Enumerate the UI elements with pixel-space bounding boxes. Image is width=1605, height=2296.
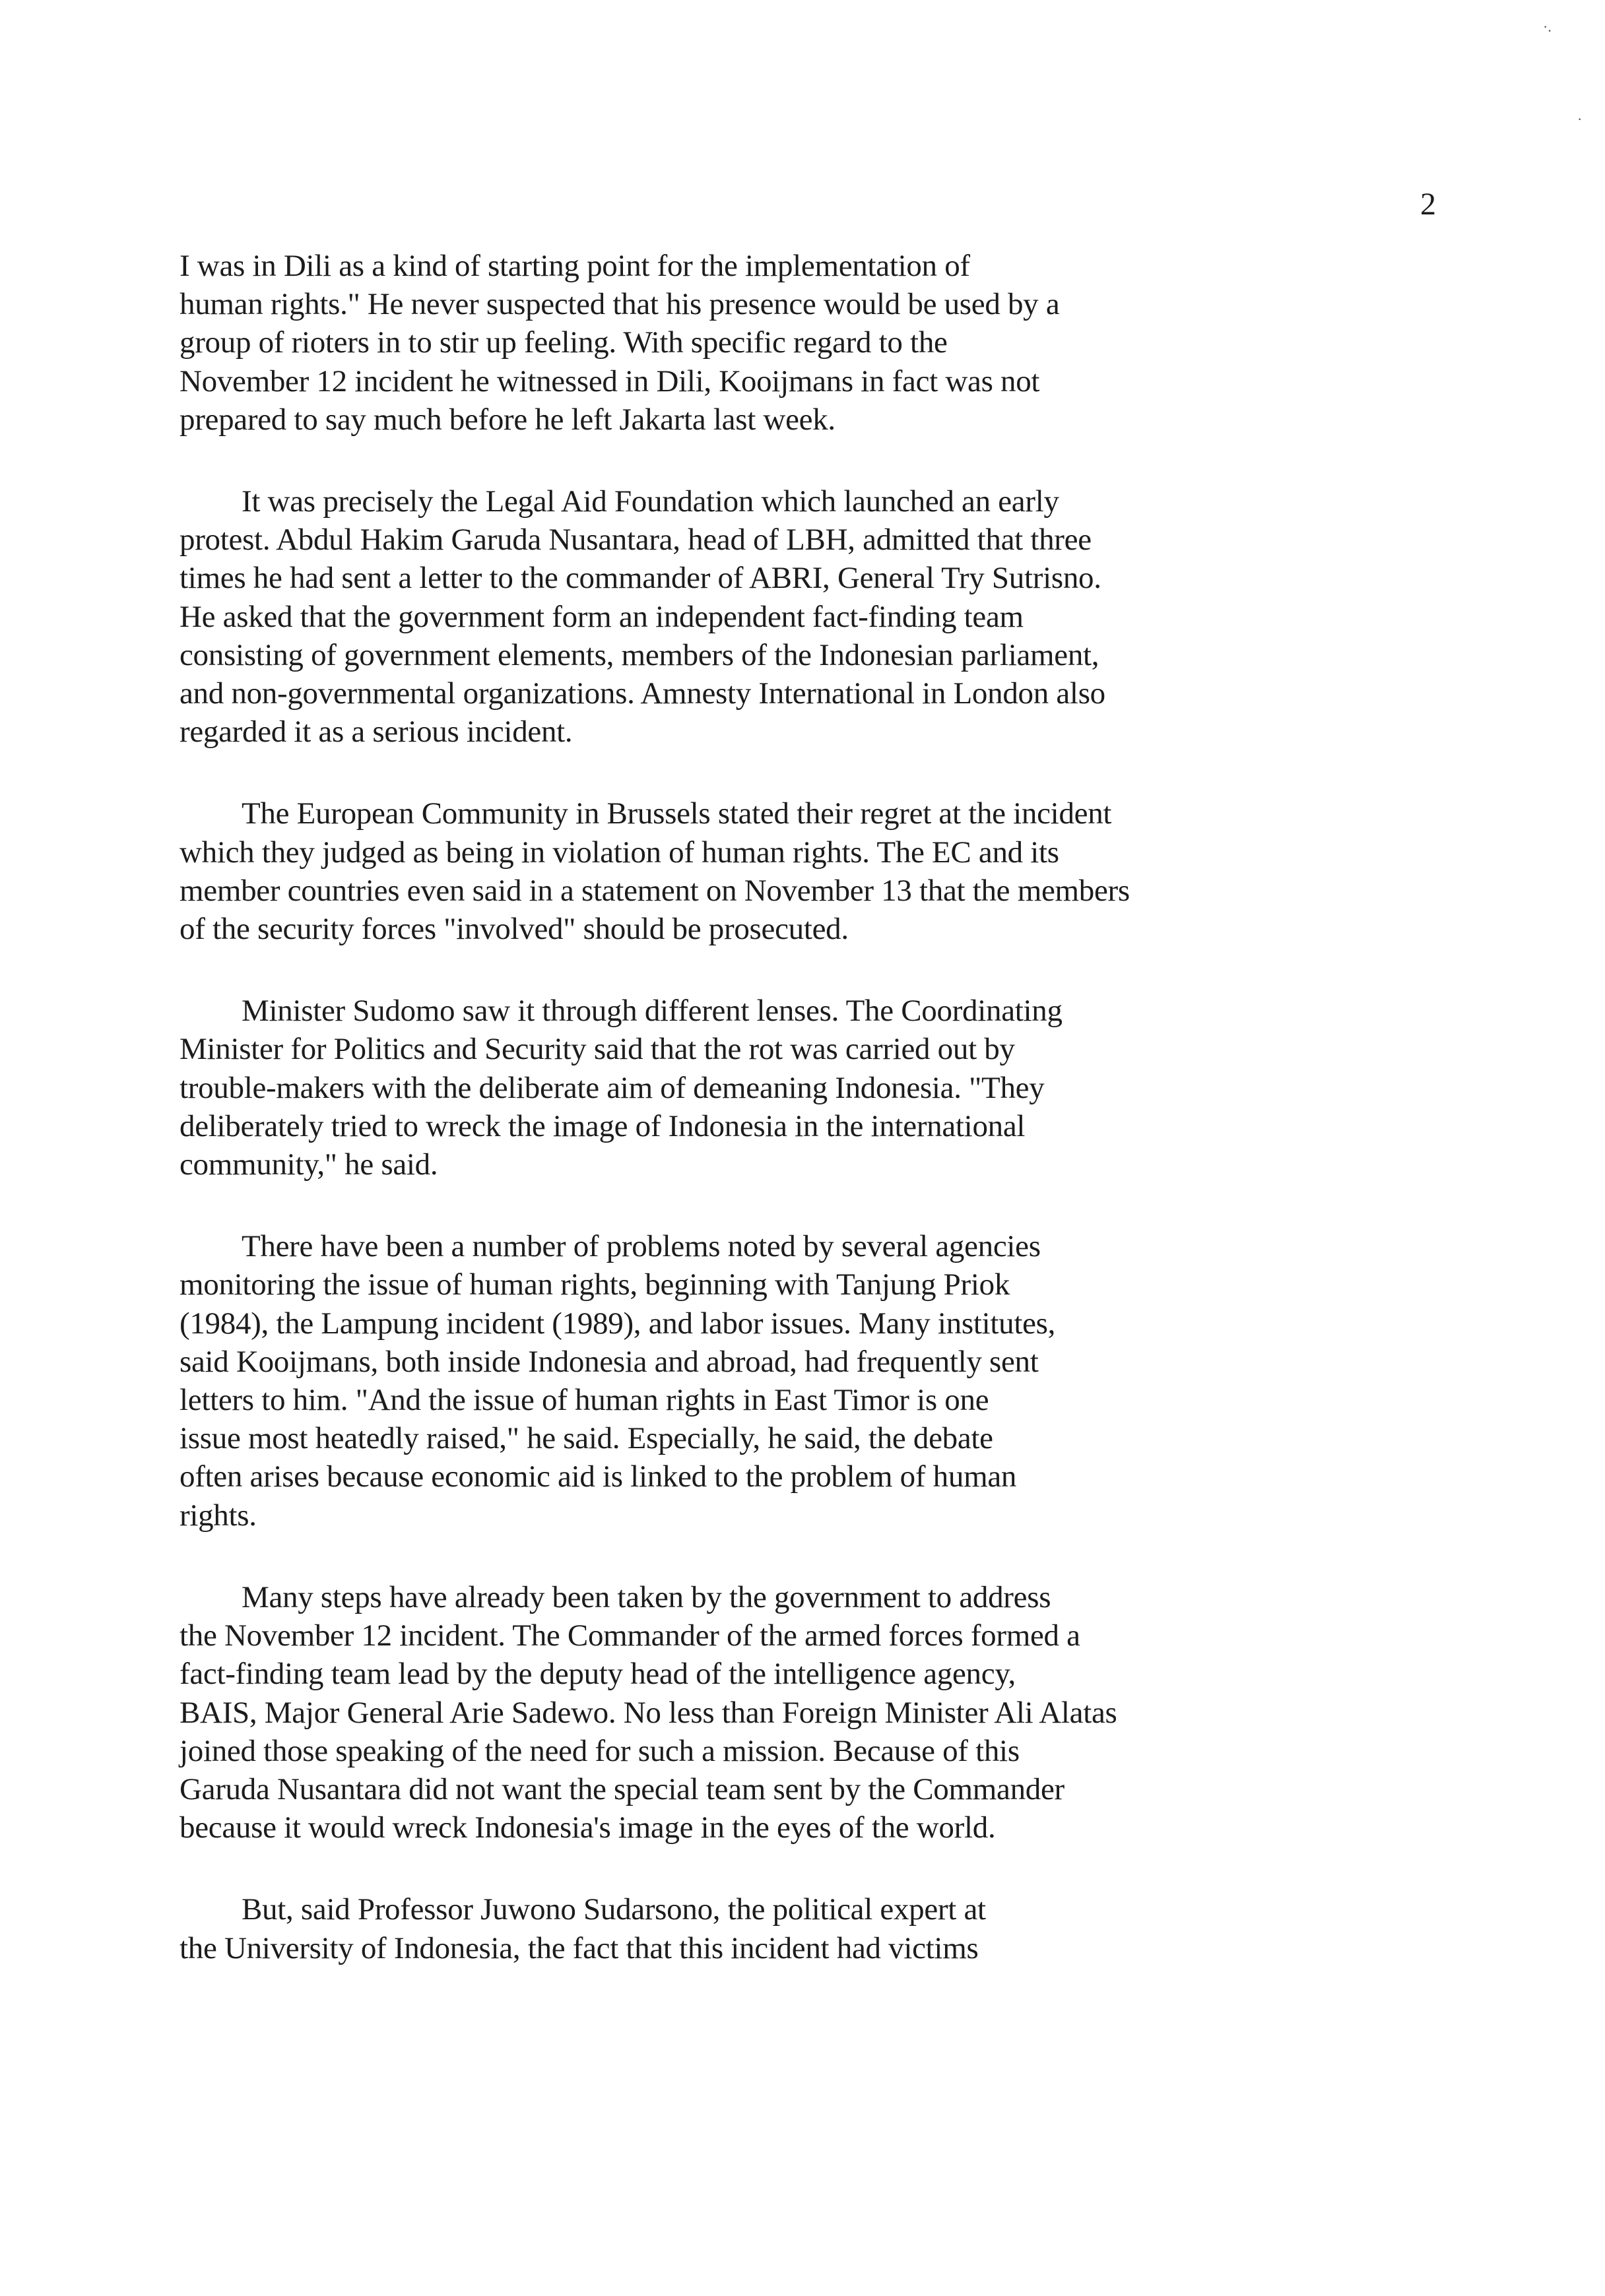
text-line: rights. [180, 1498, 257, 1533]
text-line: Minister for Politics and Security said that the rot was carried out by [180, 1032, 1015, 1067]
text-line: letters to him. "And the issue of human rights in East Timor is one [180, 1383, 989, 1418]
paragraph [180, 1227, 1473, 1535]
text-line: I was in Dili as a kind of starting point for the implementation of [180, 249, 970, 283]
text-line: prepared to say much before he left Jakarta last week. [180, 402, 835, 437]
scan-mark: ·. [1543, 18, 1552, 35]
text-line: member countries even said in a statement on November 13 that the members [180, 873, 1130, 908]
text-line: fact-finding team lead by the deputy head of the intelligence agency, [180, 1657, 1016, 1692]
text-line: human rights." He never suspected that his presence would be used by a [180, 287, 1060, 322]
text-line: joined those speaking of the need for such a mission. Because of this [180, 1733, 1020, 1768]
text-line: community," he said. [180, 1147, 438, 1182]
paragraph [180, 794, 1473, 948]
text-line: trouble-makers with the deliberate aim of demeaning Indonesia. "They [180, 1070, 1045, 1105]
paragraph [180, 247, 1473, 439]
text-line: the University of Indonesia, the fact that this incident had victims [180, 1930, 979, 1965]
text-line: consisting of government elements, members of the Indonesian parliament, [180, 637, 1099, 672]
text-line: the November 12 incident. The Commander of the armed forces formed a [180, 1618, 1080, 1653]
scan-mark: · [1577, 111, 1583, 127]
text-line: regarded it as a serious incident. [180, 715, 573, 749]
text-line: Minister Sudomo saw it through different lenses. The Coordinating [242, 994, 1063, 1029]
text-line: (1984), the Lampung incident (1989), and labor issues. Many institutes, [180, 1306, 1056, 1341]
text-line: November 12 incident he witnessed in Dili, Kooijmans in fact was not [180, 364, 1040, 399]
text-line: times he had sent a letter to the commander of ABRI, General Try Sutrisno. [180, 561, 1101, 596]
text-line: It was precisely the Legal Aid Foundation which launched an early [242, 484, 1059, 519]
text-line: of the security forces "involved" should be prosecuted. [180, 912, 849, 947]
text-line: But, said Professor Juwono Sudarsono, the political expert at [242, 1892, 986, 1927]
text-line: which they judged as being in violation of human rights. The EC and its [180, 835, 1059, 870]
paragraph [180, 1890, 1473, 1967]
page-number: 2 [1420, 187, 1436, 222]
paragraph [180, 992, 1473, 1184]
text-line: because it would wreck Indonesia's image in the eyes of the world. [180, 1810, 996, 1845]
text-line: There have been a number of problems noted by several agencies [242, 1229, 1041, 1264]
text-line: The European Community in Brussels stated their regret at the incident [242, 796, 1112, 831]
text-line: deliberately tried to wreck the image of Indonesia in the international [180, 1108, 1026, 1143]
text-line: He asked that the government form an independent fact-finding team [180, 599, 1024, 634]
paragraph [180, 1578, 1473, 1847]
text-line: and non-governmental organizations. Amnesty International in London also [180, 676, 1105, 711]
paragraph [180, 482, 1473, 751]
text-line: Many steps have already been taken by the government to address [242, 1579, 1051, 1614]
text-line: group of rioters in to stir up feeling. With specific regard to the [180, 325, 948, 360]
text-line: often arises because economic aid is linked to the problem of human [180, 1459, 1017, 1494]
text-line: monitoring the issue of human rights, beginning with Tanjung Priok [180, 1267, 1010, 1302]
text-line: Garuda Nusantara did not want the special team sent by the Commander [180, 1771, 1065, 1806]
text-line: protest. Abdul Hakim Garuda Nusantara, head of LBH, admitted that three [180, 523, 1092, 558]
body-text [180, 247, 1473, 2011]
text-line: said Kooijmans, both inside Indonesia and abroad, had frequently sent [180, 1344, 1039, 1379]
text-line: issue most heatedly raised," he said. Especially, he said, the debate [180, 1421, 993, 1456]
text-line: BAIS, Major General Arie Sadewo. No less than Foreign Minister Ali Alatas [180, 1695, 1117, 1730]
